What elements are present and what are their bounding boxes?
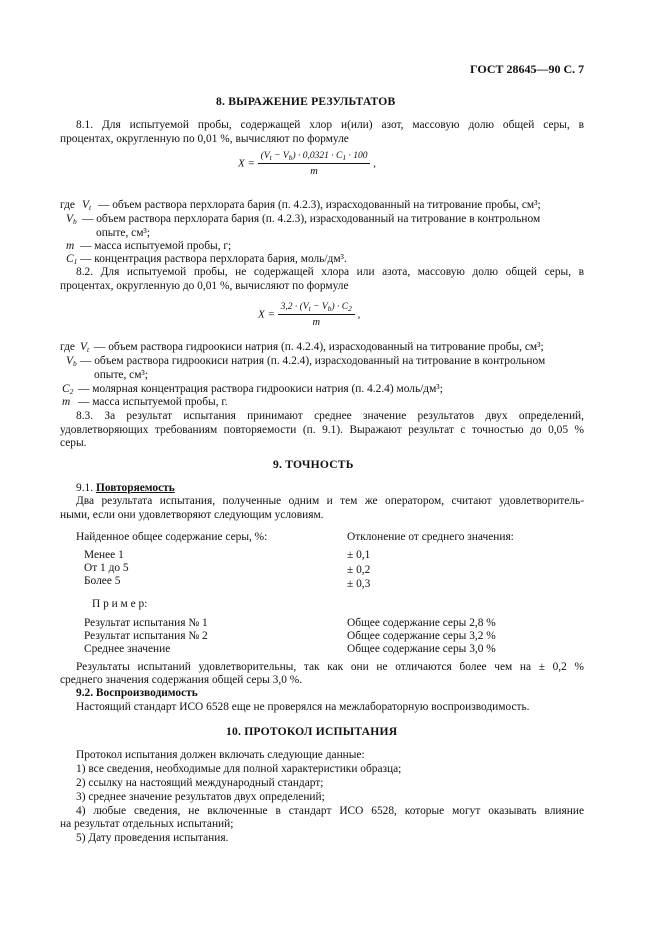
list-item: 3) среднее значение результатов двух определений; — [76, 791, 325, 803]
symbol-vb: $V_b$ — [66, 213, 77, 226]
formula-1-numerator: $(V_t - V_b) \cdot 0,0321 \cdot C_1 \cdot 100$ — [260, 151, 368, 162]
list-item: 1) все сведения, необходимые для полной характеристики образца; — [76, 763, 402, 775]
formula-2-lhs: X = — [258, 308, 275, 321]
symbol-m-2: m — [62, 396, 71, 408]
formula-1-comma: , — [373, 157, 376, 170]
example-row-left: Результат испытания № 2 — [84, 630, 208, 642]
definition-vt: — объем раствора перхлората бария (п. 4.2.3), израсходованный на титрование пробы, см³; — [98, 199, 541, 211]
symbol-m: m — [66, 240, 75, 252]
formula-1 — [238, 151, 376, 177]
list-item: 4) любые сведения, не включенные в стандарт ИСО 6528, которые могут оказывать влияние — [76, 805, 584, 817]
symbol-vb-2: $V_b$ — [66, 355, 77, 368]
definition-m-2: — масса испытуемой пробы, г. — [78, 396, 228, 408]
table-row-deviation: ± 0,1 — [347, 549, 371, 561]
table-row-range: От 1 до 5 — [84, 562, 129, 574]
definition-vb-2: — объем раствора гидроокиси натрия (п. 4.2.4), израсходованный на титрование в контрольном — [80, 355, 546, 367]
example-row-right: Общее содержание серы 3,2 % — [347, 630, 496, 642]
formula-2-denominator: m — [278, 314, 355, 328]
formula-2-numerator: $3,2 \cdot (V_t - V_b) \cdot C_2$ — [280, 302, 352, 313]
definition-m: — масса испытуемой пробы, г; — [80, 240, 232, 252]
subsection-9-1-title: Повторяемость — [95, 482, 175, 494]
table-header-content: Найденное общее содержание серы, %: — [76, 531, 268, 543]
table-row-deviation: ± 0,3 — [347, 578, 371, 590]
subsection-9-1-heading — [76, 482, 175, 495]
formula-1-denominator: m — [258, 163, 371, 177]
formula-1-lhs: X = — [238, 157, 255, 170]
paragraph-8-2-line-1: 8.2. Для испытуемой пробы, не содержащей хлора или азота, массовую долю общей серы, в — [76, 266, 584, 278]
subsection-9-1-number: 9.1. — [76, 482, 94, 494]
section-9-title: 9. ТОЧНОСТЬ — [273, 458, 354, 471]
definition-c2: — молярная концентрация раствора гидроокиси натрия (п. 4.2.4) моль/дм³; — [78, 383, 443, 395]
paragraph-9-1-line-2: ными, если они удовлетворяют следующим условиям. — [60, 509, 324, 521]
table-row-range: Более 5 — [84, 575, 121, 587]
paragraph-8-3-line-3: серы. — [60, 437, 87, 449]
example-label: П р и м е р: — [92, 598, 148, 610]
table-row-deviation: ± 0,2 — [347, 564, 371, 576]
where-label-1: где — [60, 199, 75, 211]
formula-2 — [258, 302, 360, 328]
section-10-title: 10. ПРОТОКОЛ ИСПЫТАНИЯ — [226, 725, 398, 738]
formula-2-fraction — [278, 302, 355, 328]
list-item: 2) ссылку на настоящий международный стандарт; — [76, 777, 324, 789]
page-header: ГОСТ 28645—90 С. 7 — [470, 62, 585, 76]
table-row-range: Менее 1 — [84, 549, 124, 561]
symbol-c1: $C_1$ — [66, 253, 78, 266]
paragraph-8-1-line-1: 8.1. Для испытуемой пробы, содержащей хлор и(или) азот, массовую долю общей серы, в — [76, 119, 584, 131]
formula-2-comma: , — [357, 308, 361, 321]
definition-vb-2-cont: опыте, см³; — [94, 369, 149, 381]
section-10-intro: Протокол испытания должен включать следующие данные: — [76, 749, 365, 761]
paragraph-8-3-line-2: удовлетворяющих требованиям повторяемости (п. 9.1). Выражают результат с точностью до 0,05 % — [60, 424, 584, 436]
symbol-vt: $V_t$ — [82, 199, 92, 212]
example-row-right: Общее содержание серы 3,0 % — [347, 643, 496, 655]
definition-vb: — объем раствора перхлората бария (п. 4.2.3), израсходованный на титрование в контрольном — [82, 213, 541, 225]
paragraph-9-1-line-1: Два результата испытания, полученные одним и тем же оператором, считают удовлетворитель- — [76, 495, 584, 507]
table-header-deviation: Отклонение от среднего значения: — [347, 531, 514, 543]
conclusion-line-1: Результаты испытаний удовлетворительны, так как они не отличаются более чем на ± 0,2 % — [76, 661, 584, 673]
symbol-vt-2: $V_t$ — [80, 341, 90, 354]
list-item: 5) Дату проведения испытания. — [76, 832, 229, 844]
formula-1-fraction — [258, 151, 371, 177]
example-row-left: Результат испытания № 1 — [84, 617, 208, 629]
paragraph-8-2-line-2: процентах, округленную до 0,01 %, вычисляют по формуле — [60, 280, 349, 292]
subsection-9-2-title: 9.2. Воспроизводимость — [76, 687, 198, 699]
example-row-right: Общее содержание серы 2,8 % — [347, 617, 496, 629]
definition-c1: — концентрация раствора перхлората бария, моль/дм³. — [80, 253, 347, 265]
paragraph-8-1-line-2: процентах, округленную по 0,01 %, вычисляют по формуле — [60, 133, 349, 145]
definition-vb-cont: опыте, см³; — [96, 227, 151, 239]
where-label-2: где — [60, 341, 75, 353]
conclusion-line-2: среднего значения содержания общей серы 3,0 %. — [60, 674, 303, 686]
paragraph-8-3-line-1: 8.3. За результат испытания принимают среднее значение результатов двух определений, — [76, 410, 584, 422]
list-item-cont: на результат отдельных испытаний; — [60, 818, 234, 830]
symbol-c2: $C_2$ — [62, 383, 74, 396]
definition-vt-2: — объем раствора гидроокиси натрия (п. 4.2.4), израсходованный на титрование пробы, см³; — [94, 341, 544, 353]
example-row-left: Среднее значение — [84, 643, 171, 655]
paragraph-9-2: Настоящий стандарт ИСО 6528 еще не проверялся на межлабораторную воспроизводимость. — [76, 701, 530, 713]
section-8-title: 8. ВЫРАЖЕНИЕ РЕЗУЛЬТАТОВ — [216, 95, 396, 108]
